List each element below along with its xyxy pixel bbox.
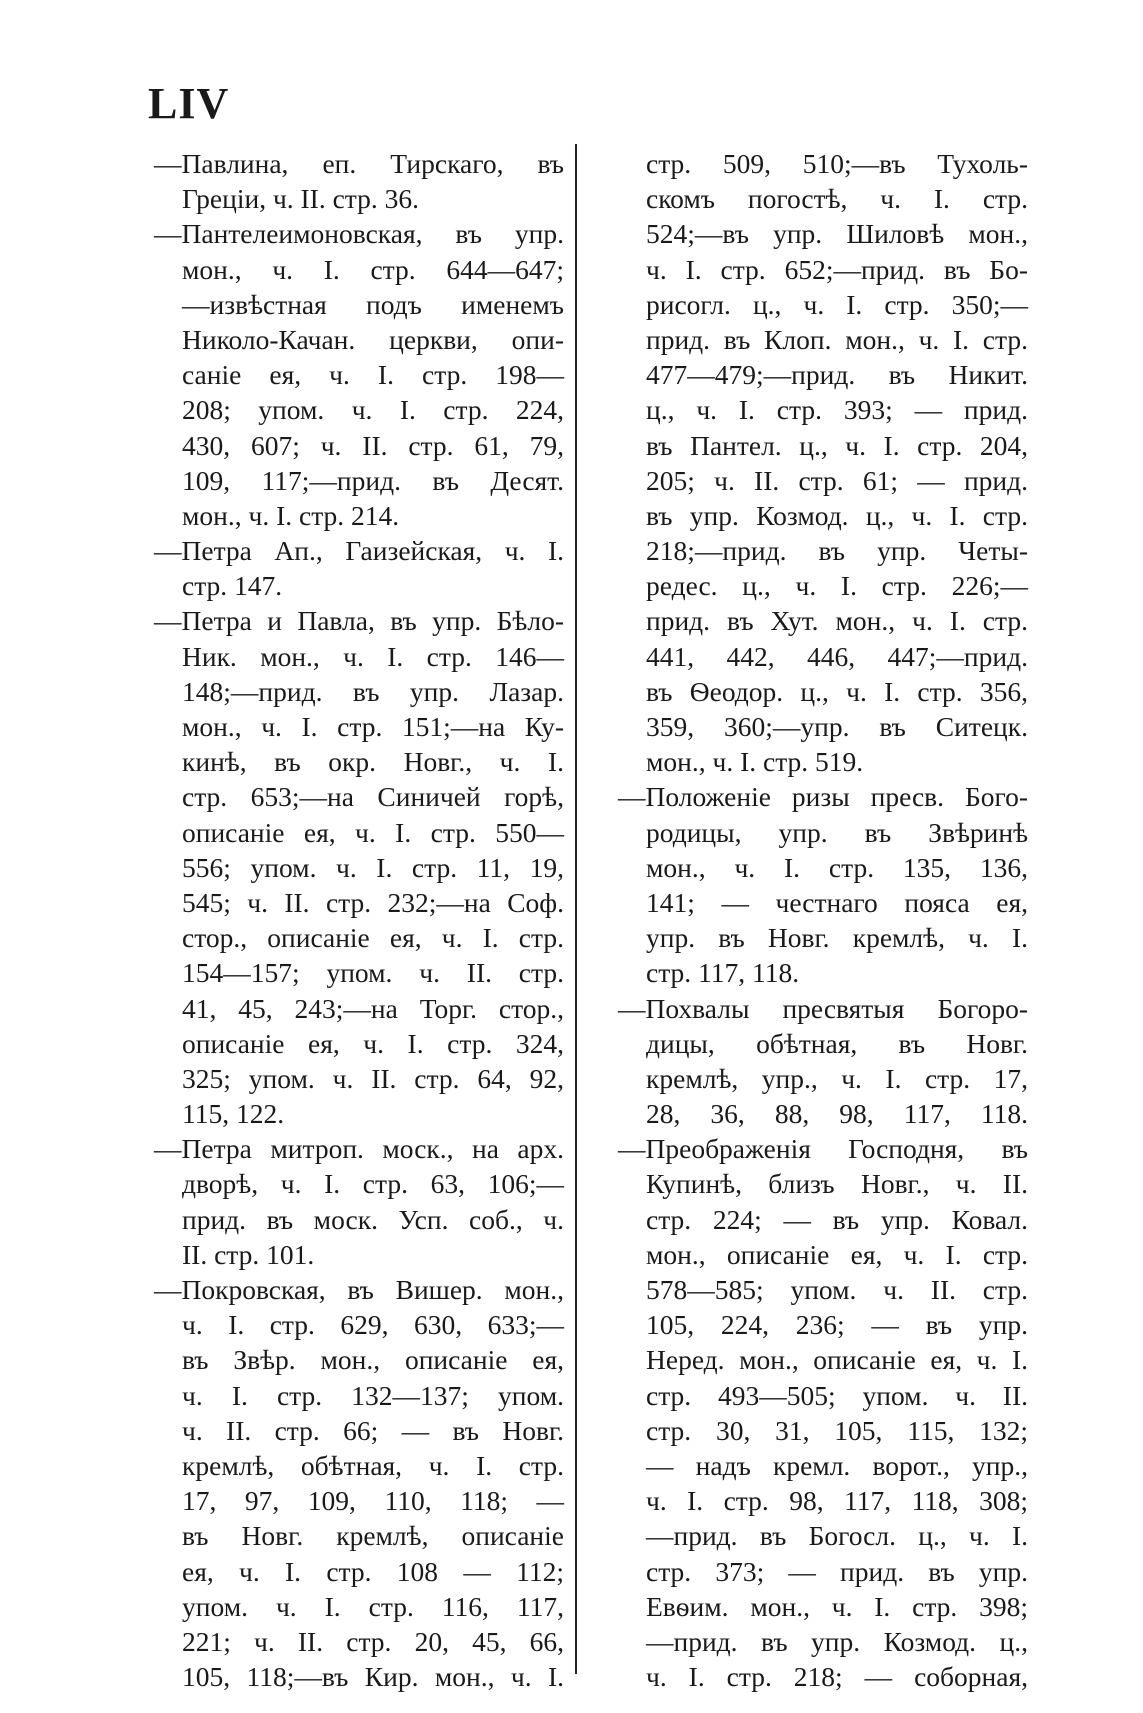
- index-continuation-line: стор., описаніе ея, ч. I. стр.: [182, 922, 564, 954]
- index-continuation-line: упр. въ Новг. кремлѣ, ч. I.: [646, 922, 1028, 954]
- index-continuation-line: ч. II. стр. 66; — въ Новг.: [182, 1414, 564, 1446]
- index-continuation-line: — надъ кремл. ворот., упр.,: [646, 1449, 1028, 1481]
- index-continuation-line: Купинѣ, близъ Новг., ч. II.: [646, 1168, 1028, 1200]
- index-continuation-line: 218;—прид. въ упр. Четы-: [646, 535, 1028, 567]
- index-continuation-line: 154—157; упом. ч. II. стр.: [182, 957, 564, 989]
- index-entry-line: —Петра Ап., Гаизейская, ч. I.: [154, 535, 564, 567]
- index-continuation-line: мон., ч. I. стр. 135, 136,: [646, 851, 1028, 883]
- index-continuation-line: дворѣ, ч. I. стр. 63, 106;—: [182, 1168, 564, 1200]
- index-continuation-line: кремлѣ, обѣтная, ч. I. стр.: [182, 1449, 564, 1481]
- index-continuation-line: ц., ч. I. стр. 393; — прид.: [646, 394, 1028, 426]
- index-continuation-line: описаніе ея, ч. I. стр. 324,: [182, 1027, 564, 1059]
- index-continuation-line: 105, 224, 236; — въ упр.: [646, 1309, 1028, 1341]
- index-continuation-line: Евѳим. мон., ч. I. стр. 398;: [646, 1590, 1028, 1622]
- index-continuation-line: кинѣ, въ окр. Новг., ч. I.: [182, 746, 564, 778]
- index-continuation-line: въ Пантел. ц., ч. I. стр. 204,: [646, 429, 1028, 461]
- index-entry-line: —Преображенія Господня, въ: [618, 1133, 1028, 1165]
- index-continuation-line: стр. 30, 31, 105, 115, 132;: [646, 1414, 1028, 1446]
- index-continuation-line: 325; упом. ч. II. стр. 64, 92,: [182, 1062, 564, 1094]
- index-entry-line: —Петра и Павла, въ упр. Бѣло-: [154, 605, 564, 637]
- index-continuation-line: въ Ѳеодор. ц., ч. I. стр. 356,: [646, 675, 1028, 707]
- index-continuation-line: 556; упом. ч. I. стр. 11, 19,: [182, 851, 564, 883]
- index-entry-line: —Положеніе ризы пресв. Бого-: [618, 781, 1028, 813]
- index-continuation-line: ея, ч. I. стр. 108 — 112;: [182, 1555, 564, 1587]
- index-continuation-line: 148;—прид. въ упр. Лазар.: [182, 675, 564, 707]
- index-continuation-line: Ник. мон., ч. I. стр. 146—: [182, 640, 564, 672]
- index-continuation-line: въ Новг. кремлѣ, описаніе: [182, 1520, 564, 1552]
- index-continuation-line: 430, 607; ч. II. стр. 61, 79,: [182, 429, 564, 461]
- index-continuation-line: дицы, обѣтная, въ Новг.: [646, 1027, 1028, 1059]
- index-continuation-line: 205; ч. II. стр. 61; — прид.: [646, 464, 1028, 496]
- index-continuation-line: мон., описаніе ея, ч. I. стр.: [646, 1238, 1028, 1270]
- index-continuation-line: редес. ц., ч. I. стр. 226;—: [646, 570, 1028, 602]
- index-entry-line: —Павлина, еп. Тирскаго, въ: [154, 148, 564, 179]
- index-continuation-line: Греціи, ч. II. стр. 36.: [182, 183, 420, 215]
- index-continuation-line: мон., ч. I. стр. 214.: [182, 499, 400, 531]
- index-continuation-line: кремлѣ, упр., ч. I. стр. 17,: [646, 1062, 1028, 1094]
- index-continuation-line: скомъ погостѣ, ч. I. стр.: [646, 183, 1028, 215]
- index-continuation-line: саніе ея, ч. I. стр. 198—: [182, 359, 564, 391]
- index-entry-line: —Петра митроп. моск., на арх.: [154, 1133, 564, 1165]
- index-continuation-line: 578—585; упом. ч. II. стр.: [646, 1274, 1028, 1305]
- index-continuation-line: въ упр. Козмод. ц., ч. I. стр.: [646, 499, 1028, 531]
- index-continuation-line: родицы, упр. въ Звѣринѣ: [646, 816, 1028, 848]
- index-continuation-line: стр. 509, 510;—въ Тухоль-: [646, 148, 1028, 179]
- index-continuation-line: стр. 493—505; упом. ч. II.: [646, 1379, 1028, 1411]
- index-continuation-line: ч. I. стр. 629, 630, 633;—: [182, 1309, 564, 1341]
- index-continuation-line: 28, 36, 88, 98, 117, 118.: [646, 1098, 1028, 1130]
- index-continuation-line: ч. I. стр. 218; — соборная,: [646, 1661, 1028, 1693]
- index-continuation-line: II. стр. 101.: [182, 1238, 315, 1270]
- index-continuation-line: 17, 97, 109, 110, 118; —: [182, 1485, 564, 1517]
- index-continuation-line: упом. ч. I. стр. 116, 117,: [182, 1590, 564, 1622]
- index-continuation-line: мон., ч. I. стр. 151;—на Ку-: [182, 711, 564, 742]
- page-number: LIV: [148, 79, 230, 128]
- index-continuation-line: 441, 442, 446, 447;—прид.: [646, 640, 1028, 672]
- index-continuation-line: 524;—въ упр. Шиловѣ мон.,: [646, 218, 1028, 250]
- index-continuation-line: Неред. мон., описаніе ея, ч. I.: [646, 1344, 1028, 1376]
- index-continuation-line: прид. въ Клоп. мон., ч. I. стр.: [646, 323, 1028, 355]
- index-continuation-line: стр. 147.: [182, 570, 283, 602]
- index-continuation-line: въ Звѣр. мон., описаніе ея,: [182, 1344, 564, 1376]
- index-continuation-line: ч. I. стр. 98, 117, 118, 308;: [646, 1485, 1028, 1517]
- index-continuation-line: —прид. въ Богосл. ц., ч. I.: [646, 1520, 1028, 1552]
- index-continuation-line: прид. въ моск. Усп. соб., ч.: [182, 1203, 564, 1235]
- index-continuation-line: 208; упом. ч. I. стр. 224,: [182, 394, 564, 426]
- index-continuation-line: 105, 118;—въ Кир. мон., ч. I.: [182, 1661, 564, 1693]
- index-continuation-line: 109, 117;—прид. въ Десят.: [182, 464, 564, 496]
- index-continuation-line: 41, 45, 243;—на Торг. стор.,: [182, 992, 564, 1024]
- index-entry-line: —Похвалы пресвятыя Богоро-: [618, 992, 1028, 1024]
- index-column-left: [154, 146, 564, 1694]
- index-continuation-line: —извѣстная подъ именемъ: [182, 288, 564, 320]
- index-continuation-line: 545; ч. II. стр. 232;—на Соф.: [182, 886, 564, 918]
- index-column-right: [618, 146, 1028, 1694]
- index-continuation-line: 115, 122.: [182, 1098, 285, 1130]
- index-continuation-line: стр. 117, 118.: [646, 957, 800, 989]
- index-continuation-line: мон., ч. I. стр. 644—647;: [182, 253, 564, 285]
- index-continuation-line: 359, 360;—упр. въ Ситецк.: [646, 711, 1028, 742]
- index-continuation-line: мон., ч. I. стр. 519.: [646, 746, 864, 778]
- index-continuation-line: ч. I. стр. 652;—прид. въ Бо-: [646, 253, 1028, 285]
- index-entry-line: —Покровская, въ Вишер. мон.,: [154, 1274, 564, 1305]
- index-continuation-line: Николо-Качан. церкви, опи-: [182, 323, 564, 355]
- index-continuation-line: 141; — честнаго пояса ея,: [646, 886, 1028, 918]
- index-continuation-line: стр. 224; — въ упр. Ковал.: [646, 1203, 1028, 1235]
- index-continuation-line: 477—479;—прид. въ Никит.: [646, 359, 1028, 391]
- index-continuation-line: —прид. въ упр. Козмод. ц.,: [646, 1625, 1028, 1657]
- index-continuation-line: прид. въ Хут. мон., ч. I. стр.: [646, 605, 1028, 637]
- index-continuation-line: описаніе ея, ч. I. стр. 550—: [182, 816, 564, 848]
- index-continuation-line: 221; ч. II. стр. 20, 45, 66,: [182, 1625, 564, 1657]
- index-continuation-line: ч. I. стр. 132—137; упом.: [182, 1379, 564, 1411]
- index-continuation-line: стр. 373; — прид. въ упр.: [646, 1555, 1028, 1587]
- index-entry-line: —Пантелеимоновская, въ упр.: [154, 218, 564, 250]
- column-divider: [575, 144, 577, 1674]
- index-continuation-line: стр. 653;—на Синичей горѣ,: [182, 781, 564, 813]
- index-continuation-line: рисогл. ц., ч. I. стр. 350;—: [646, 288, 1028, 320]
